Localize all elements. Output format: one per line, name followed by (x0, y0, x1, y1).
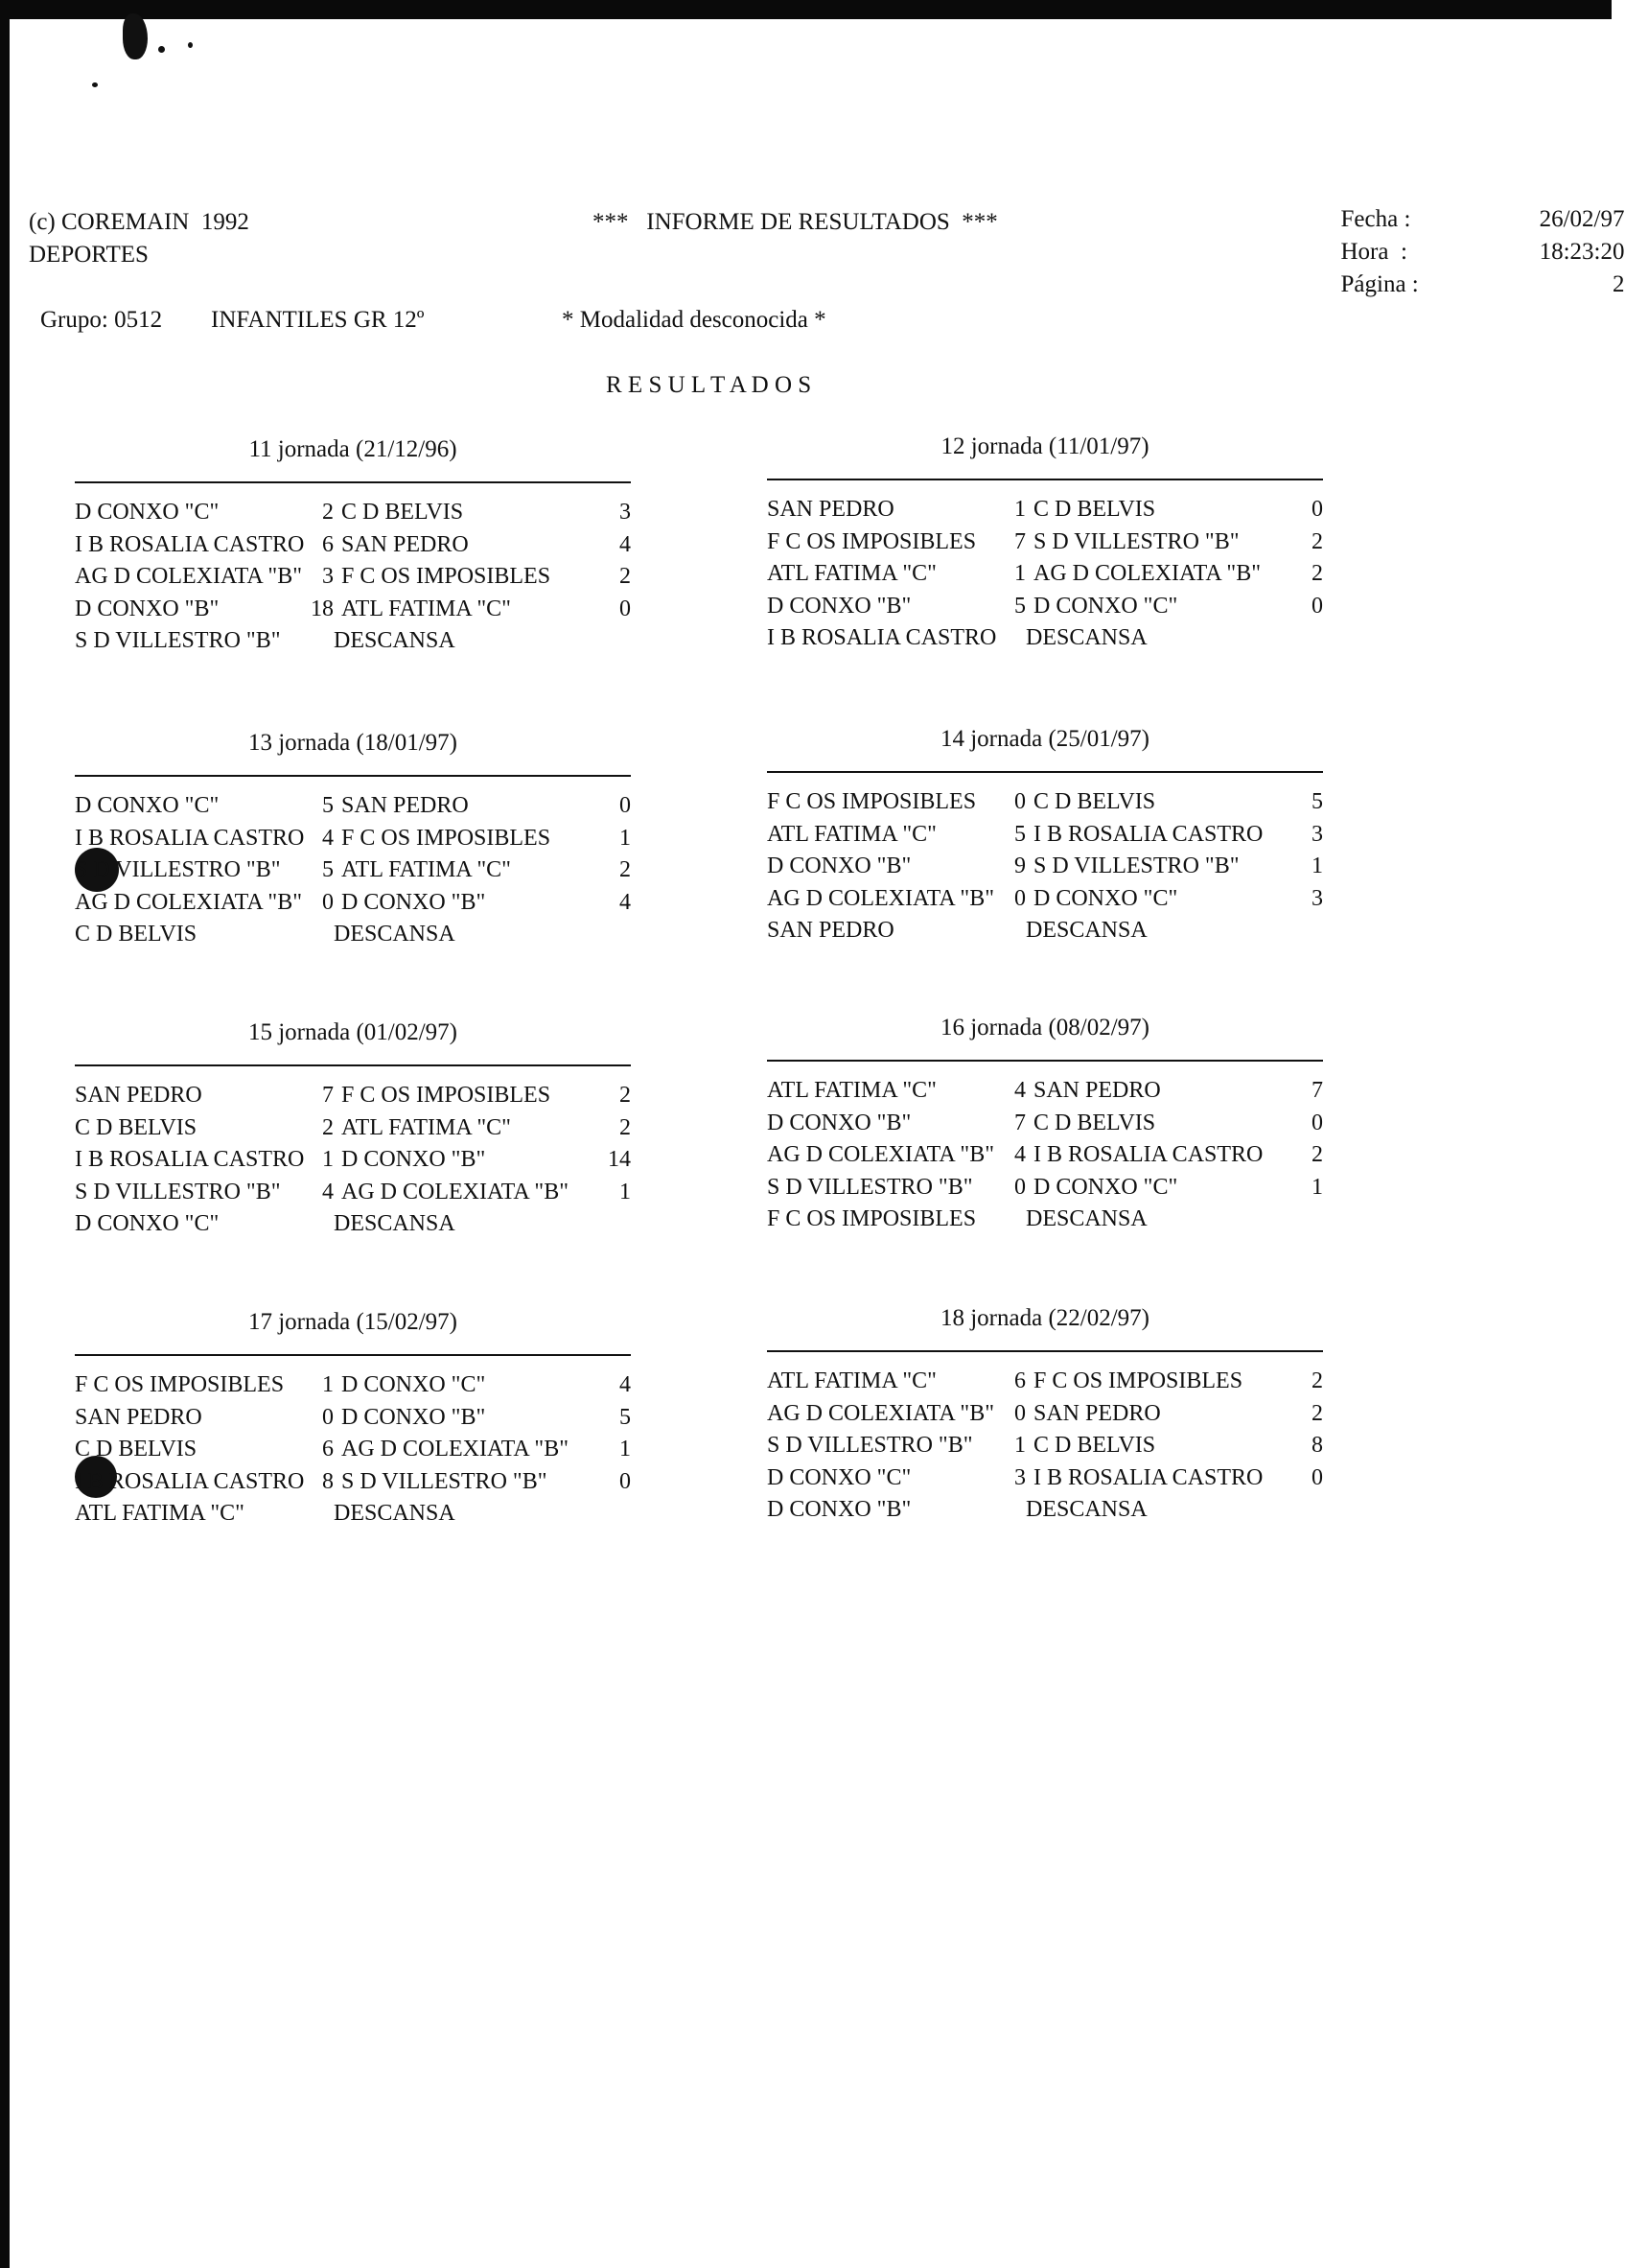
home-score: 2 (322, 1114, 334, 1140)
home-score: 7 (1014, 528, 1026, 554)
home-team: AG D COLEXIATA "B" (75, 889, 302, 915)
rest-row (75, 625, 631, 658)
away-team: D CONXO "C" (1033, 1174, 1178, 1200)
home-team: F C OS IMPOSIBLES (75, 1372, 285, 1397)
home-team: C D BELVIS (75, 1437, 197, 1462)
away-team: I B ROSALIA CASTRO (1033, 821, 1264, 847)
home-team: S D VILLESTRO "B" (767, 1174, 973, 1200)
category-name: INFANTILES GR 12º (211, 307, 425, 333)
away-score: 2 (1312, 1400, 1323, 1426)
resting-team: I B ROSALIA CASTRO (767, 625, 997, 651)
match-row (75, 1434, 631, 1466)
away-team: D CONXO "C" (1033, 885, 1178, 911)
results-list (75, 497, 631, 658)
home-score: 9 (1014, 853, 1026, 879)
ink-speck (158, 46, 165, 53)
results-list (75, 790, 631, 951)
home-team: ATL FATIMA "C" (767, 1368, 937, 1393)
home-score: 6 (322, 1437, 334, 1462)
match-row (75, 594, 631, 626)
scan-border-top (0, 0, 1612, 19)
home-score: 0 (1014, 885, 1026, 911)
resting-team: SAN PEDRO (767, 918, 894, 944)
away-score: 1 (619, 1179, 631, 1204)
pagina-value: 2 (1613, 271, 1625, 297)
away-team: F C OS IMPOSIBLES (341, 1083, 551, 1108)
match-row (767, 1430, 1323, 1462)
rest-row (767, 1204, 1323, 1236)
away-score: 3 (1312, 821, 1323, 847)
match-row (75, 1112, 631, 1145)
away-score: 2 (1312, 561, 1323, 587)
match-row (767, 558, 1323, 591)
away-score: 4 (619, 531, 631, 557)
match-row (767, 1075, 1323, 1108)
away-team: AG D COLEXIATA "B" (341, 1179, 569, 1204)
resting-team: D CONXO "C" (75, 1211, 220, 1237)
match-row (75, 1466, 631, 1499)
away-score: 5 (619, 1404, 631, 1430)
match-row (767, 1139, 1323, 1172)
match-row (767, 819, 1323, 852)
fecha-label: Fecha : (1340, 206, 1411, 232)
rest-label: DESCANSA (334, 628, 455, 654)
results-list (75, 1080, 631, 1241)
away-score: 2 (1312, 1368, 1323, 1393)
home-score: 1 (322, 1147, 334, 1173)
away-team: AG D COLEXIATA "B" (341, 1437, 569, 1462)
home-team: S D VILLESTRO "B" (75, 1179, 281, 1204)
home-team: S D VILLESTRO "B" (767, 1433, 973, 1459)
home-team: SAN PEDRO (767, 497, 894, 522)
home-score: 3 (1014, 1464, 1026, 1490)
fecha-value: 26/02/97 (1539, 206, 1625, 232)
home-team: D CONXO "B" (767, 1110, 912, 1135)
match-row (767, 883, 1323, 916)
round-title: 14 jornada (25/01/97) (940, 726, 1149, 752)
away-score: 0 (619, 596, 631, 621)
rest-label: DESCANSA (1026, 1497, 1148, 1523)
match-row (767, 591, 1323, 623)
home-team: D CONXO "B" (767, 593, 912, 619)
home-team: I B ROSALIA CASTRO (75, 531, 305, 557)
rest-label: DESCANSA (334, 1211, 455, 1237)
home-score: 0 (1014, 1174, 1026, 1200)
home-score: 1 (1014, 561, 1026, 587)
away-team: F C OS IMPOSIBLES (341, 825, 551, 851)
away-score: 4 (619, 1372, 631, 1397)
home-team: ATL FATIMA "C" (767, 821, 937, 847)
group-code: Grupo: 0512 (40, 307, 163, 333)
home-score: 5 (322, 857, 334, 883)
rest-row (767, 915, 1323, 947)
home-score: 0 (1014, 789, 1026, 814)
away-team: C D BELVIS (1033, 789, 1156, 814)
rest-label: DESCANSA (1026, 625, 1148, 651)
home-team: AG D COLEXIATA "B" (767, 1400, 994, 1426)
home-score: 1 (1014, 1433, 1026, 1459)
away-score: 2 (1312, 1142, 1323, 1168)
home-team: I B ROSALIA CASTRO (75, 1468, 305, 1494)
away-score: 1 (619, 1437, 631, 1462)
away-team: D CONXO "C" (341, 1372, 486, 1397)
ink-speck (92, 82, 98, 87)
resting-team: ATL FATIMA "C" (75, 1501, 244, 1527)
copyright-line: (c) COREMAIN 1992 (29, 209, 249, 235)
home-score: 4 (1014, 1142, 1026, 1168)
home-team: I B ROSALIA CASTRO (75, 825, 305, 851)
resting-team: D CONXO "B" (767, 1497, 912, 1523)
home-score: 7 (1014, 1110, 1026, 1135)
rest-label: DESCANSA (1026, 918, 1148, 944)
away-team: AG D COLEXIATA "B" (1033, 561, 1261, 587)
away-team: C D BELVIS (1033, 1110, 1156, 1135)
away-score: 14 (608, 1147, 631, 1173)
round-title: 13 jornada (18/01/97) (247, 730, 457, 756)
home-score: 1 (322, 1372, 334, 1397)
round-rule (767, 771, 1323, 773)
home-score: 7 (322, 1083, 334, 1108)
home-team: D CONXO "C" (75, 500, 220, 525)
home-team: S D VILLESTRO "B" (75, 857, 281, 883)
results-list (767, 494, 1323, 655)
home-score: 3 (322, 564, 334, 590)
home-score: 0 (322, 889, 334, 915)
match-row (767, 1398, 1323, 1431)
away-team: C D BELVIS (341, 500, 464, 525)
home-score: 0 (322, 1404, 334, 1430)
away-team: SAN PEDRO (1033, 1400, 1161, 1426)
home-score: 4 (322, 1179, 334, 1204)
away-score: 2 (619, 1083, 631, 1108)
round-rule (75, 481, 631, 483)
home-team: D CONXO "C" (767, 1464, 912, 1490)
match-row (75, 823, 631, 855)
match-row (75, 790, 631, 823)
round-rule (75, 775, 631, 777)
match-row (767, 494, 1323, 526)
home-team: I B ROSALIA CASTRO (75, 1147, 305, 1173)
away-team: F C OS IMPOSIBLES (1033, 1368, 1243, 1393)
round-title: 16 jornada (08/02/97) (940, 1015, 1149, 1040)
home-team: F C OS IMPOSIBLES (767, 789, 977, 814)
resting-team: F C OS IMPOSIBLES (767, 1206, 977, 1232)
match-row (75, 529, 631, 562)
home-team: D CONXO "B" (767, 853, 912, 879)
match-row (767, 1172, 1323, 1204)
match-row (767, 1366, 1323, 1398)
away-team: C D BELVIS (1033, 1433, 1156, 1459)
away-score: 1 (1312, 1174, 1323, 1200)
away-score: 0 (1312, 1110, 1323, 1135)
away-team: D CONXO "B" (341, 889, 486, 915)
away-team: SAN PEDRO (341, 531, 469, 557)
results-list (75, 1369, 631, 1531)
away-score: 2 (1312, 528, 1323, 554)
away-score: 1 (1312, 853, 1323, 879)
away-score: 0 (619, 793, 631, 818)
home-score: 8 (322, 1468, 334, 1494)
match-row (75, 561, 631, 594)
round-title: 18 jornada (22/02/97) (940, 1305, 1149, 1331)
home-score: 5 (1014, 821, 1026, 847)
results-list (767, 786, 1323, 947)
home-score: 0 (1014, 1400, 1026, 1426)
home-score: 4 (1014, 1078, 1026, 1103)
home-score: 6 (322, 531, 334, 557)
pagina-row (1329, 236, 1625, 301)
home-score: 1 (1014, 497, 1026, 522)
home-score: 5 (322, 793, 334, 818)
match-row (767, 851, 1323, 883)
ink-speck (188, 42, 193, 48)
away-score: 0 (1312, 1464, 1323, 1490)
away-team: D CONXO "C" (1033, 593, 1178, 619)
home-score: 6 (1014, 1368, 1026, 1393)
rest-label: DESCANSA (334, 1501, 455, 1527)
round-rule (767, 479, 1323, 480)
round-title: 17 jornada (15/02/97) (247, 1309, 457, 1335)
away-team: ATL FATIMA "C" (341, 596, 511, 621)
away-team: I B ROSALIA CASTRO (1033, 1142, 1264, 1168)
resting-team: S D VILLESTRO "B" (75, 628, 281, 654)
away-score: 0 (1312, 593, 1323, 619)
home-team: ATL FATIMA "C" (767, 561, 937, 587)
match-row (767, 1462, 1323, 1495)
round-title: 11 jornada (21/12/96) (248, 436, 457, 462)
home-team: AG D COLEXIATA "B" (767, 885, 994, 911)
ink-smudge (123, 13, 148, 59)
away-team: F C OS IMPOSIBLES (341, 564, 551, 590)
match-row (75, 1402, 631, 1435)
home-team: D CONXO "B" (75, 596, 220, 621)
rest-row (767, 1494, 1323, 1527)
rest-row (75, 1208, 631, 1241)
away-score: 0 (619, 1468, 631, 1494)
section-title: R E S U L T A D O S (606, 372, 812, 398)
home-score: 5 (1014, 593, 1026, 619)
away-score: 0 (1312, 497, 1323, 522)
away-team: I B ROSALIA CASTRO (1033, 1464, 1264, 1490)
department-line: DEPORTES (29, 242, 149, 268)
home-team: C D BELVIS (75, 1114, 197, 1140)
away-team: S D VILLESTRO "B" (1033, 853, 1240, 879)
away-score: 3 (1312, 885, 1323, 911)
results-list (767, 1075, 1323, 1236)
away-team: ATL FATIMA "C" (341, 857, 511, 883)
home-score: 2 (322, 500, 334, 525)
round-rule (75, 1064, 631, 1066)
away-team: D CONXO "B" (341, 1147, 486, 1173)
away-team: S D VILLESTRO "B" (1033, 528, 1240, 554)
away-score: 2 (619, 1114, 631, 1140)
match-row (75, 1080, 631, 1112)
match-row (75, 1144, 631, 1177)
rest-row (75, 919, 631, 951)
match-row (75, 887, 631, 920)
home-team: SAN PEDRO (75, 1083, 202, 1108)
round-title: 15 jornada (01/02/97) (247, 1019, 457, 1045)
away-score: 5 (1312, 789, 1323, 814)
away-team: D CONXO "B" (341, 1404, 486, 1430)
away-team: SAN PEDRO (341, 793, 469, 818)
match-row (75, 497, 631, 529)
rest-label: DESCANSA (334, 922, 455, 947)
away-score: 1 (619, 825, 631, 851)
report-title: *** INFORME DE RESULTADOS *** (592, 209, 998, 235)
home-team: F C OS IMPOSIBLES (767, 528, 977, 554)
rest-row (767, 622, 1323, 655)
home-score: 4 (322, 825, 334, 851)
round-rule (767, 1060, 1323, 1062)
away-team: C D BELVIS (1033, 497, 1156, 522)
home-team: AG D COLEXIATA "B" (767, 1142, 994, 1168)
home-team: SAN PEDRO (75, 1404, 202, 1430)
away-score: 2 (619, 564, 631, 590)
round-title: 12 jornada (11/01/97) (940, 433, 1149, 459)
home-team: AG D COLEXIATA "B" (75, 564, 302, 590)
scan-border-left (0, 0, 10, 2268)
rest-row (75, 1498, 631, 1531)
match-row (75, 854, 631, 887)
away-score: 3 (619, 500, 631, 525)
away-score: 7 (1312, 1078, 1323, 1103)
home-team: D CONXO "C" (75, 793, 220, 818)
match-row (75, 1369, 631, 1402)
round-rule (75, 1354, 631, 1356)
match-row (767, 786, 1323, 819)
away-score: 8 (1312, 1433, 1323, 1459)
away-team: ATL FATIMA "C" (341, 1114, 511, 1140)
home-score: 18 (311, 596, 334, 621)
hora-value: 18:23:20 (1539, 239, 1625, 265)
away-score: 2 (619, 857, 631, 883)
round-rule (767, 1350, 1323, 1352)
modality: * Modalidad desconocida * (562, 307, 826, 333)
results-list (767, 1366, 1323, 1527)
resting-team: C D BELVIS (75, 922, 197, 947)
away-team: SAN PEDRO (1033, 1078, 1161, 1103)
pagina-label: Página : (1340, 271, 1419, 297)
away-score: 4 (619, 889, 631, 915)
hora-label: Hora : (1340, 239, 1407, 265)
away-team: S D VILLESTRO "B" (341, 1468, 547, 1494)
match-row (767, 1108, 1323, 1140)
home-team: ATL FATIMA "C" (767, 1078, 937, 1103)
match-row (767, 526, 1323, 559)
match-row (75, 1177, 631, 1209)
rest-label: DESCANSA (1026, 1206, 1148, 1232)
